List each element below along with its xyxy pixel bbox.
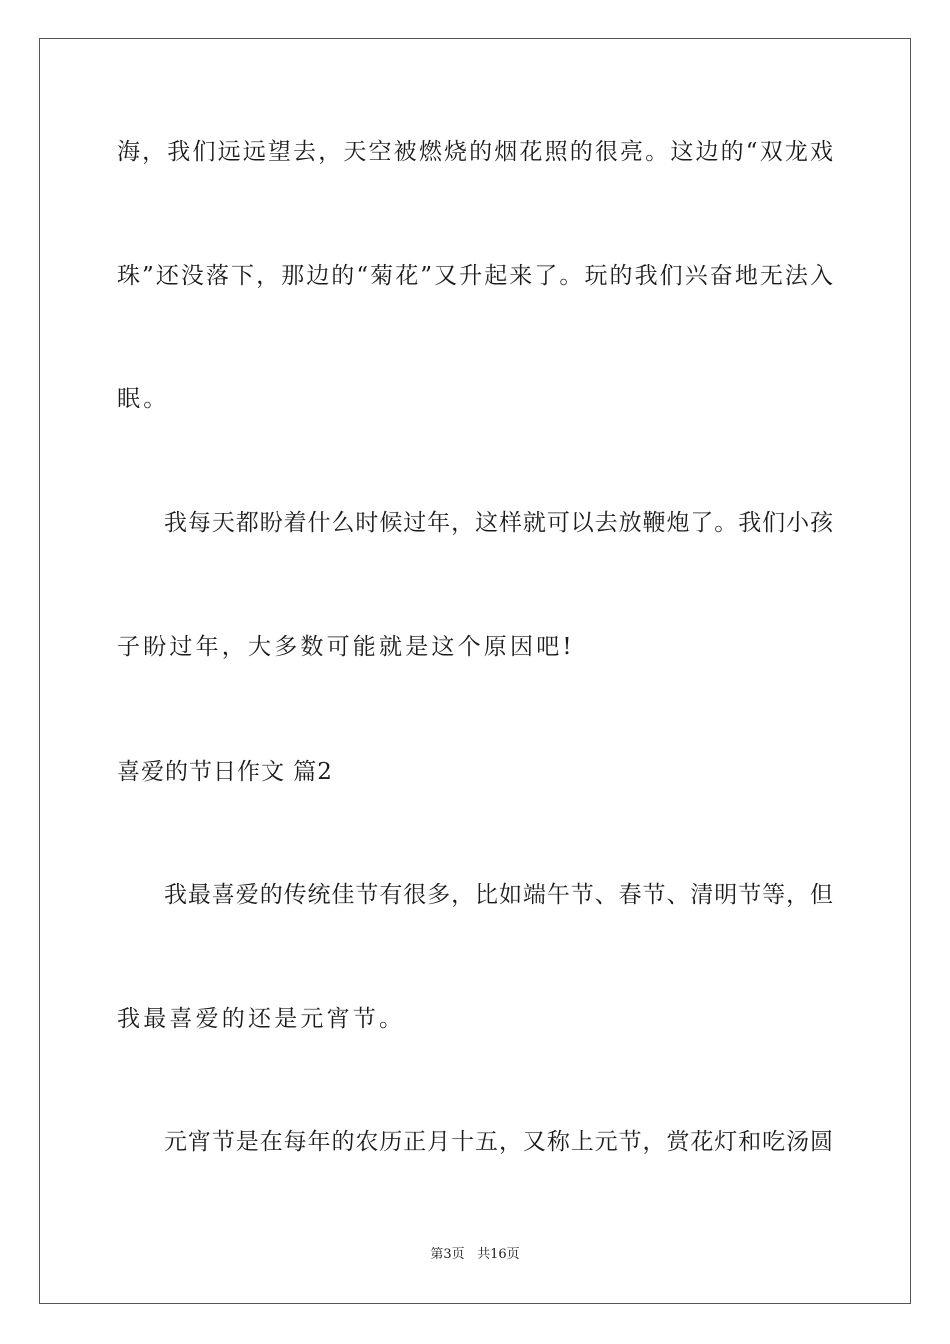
page-footer — [0, 1246, 950, 1264]
page-frame — [39, 38, 911, 1304]
paragraph-line: 眠。 — [117, 386, 170, 412]
paragraph-line: 我每天都盼着什么时候过年，这样就可以去放鞭炮了。我们小孩 — [164, 510, 833, 536]
paragraph-line: 我最喜爱的传统佳节有很多，比如端午节、春节、清明节等，但 — [164, 882, 833, 908]
paragraph-line: 子盼过年，大多数可能就是这个原因吧! — [117, 634, 575, 660]
paragraph-line: 海，我们远远望去，天空被燃烧的烟花照的很亮。这边的“双龙戏 — [117, 139, 833, 165]
paragraph-line: 元宵节是在每年的农历正月十五，又称上元节，赏花灯和吃汤圆 — [164, 1129, 833, 1155]
page-number: 第3页 — [430, 1247, 465, 1262]
paragraph-line: 我最喜爱的还是元宵节。 — [117, 1006, 406, 1032]
section-heading: 喜爱的节日作文 篇2 — [117, 759, 333, 785]
page-total: 共16页 — [477, 1247, 520, 1262]
paragraph-line: 珠”还没落下，那边的“菊花”又升起来了。玩的我们兴奋地无法入 — [117, 263, 833, 289]
